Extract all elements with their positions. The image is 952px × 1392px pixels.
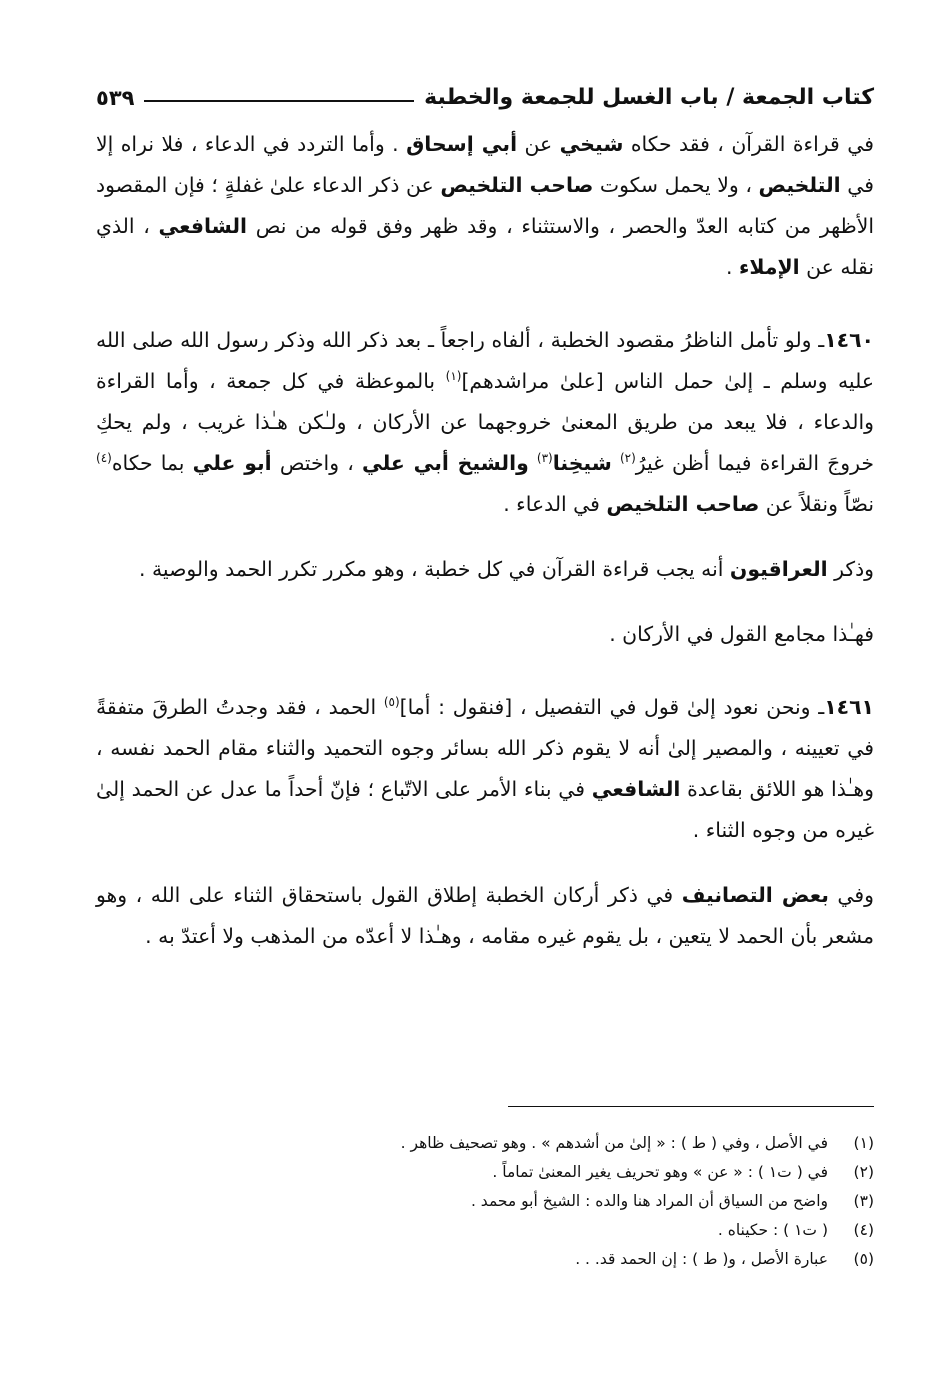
page bbox=[96, 70, 874, 957]
paragraph-iraqis bbox=[96, 549, 874, 590]
text-span: في قراءة القرآن ، فقد حكاه bbox=[623, 132, 875, 156]
page-number: ٥٣٩ bbox=[96, 86, 135, 110]
chapter-title: كتاب الجمعة / باب الغسل للجمعة والخطبة bbox=[424, 85, 874, 110]
footnote bbox=[200, 1215, 874, 1244]
footnote-number: (١) bbox=[853, 1133, 874, 1152]
footnote bbox=[200, 1186, 874, 1215]
paragraph-1461 bbox=[96, 687, 874, 851]
bold-name: صاحب التلخيص bbox=[606, 492, 760, 516]
bold-name: الإملاء bbox=[738, 255, 800, 279]
bold-name: شيخِنا bbox=[552, 451, 612, 475]
text-span: ـ ولو تأمل الناظرُ مقصود الخطبة ، ألفاه راجعاً ـ بعد ذكر الله وذكر رسول الله صلى الله عليه وسلم ـ إلىٰ حمل الناس [علىٰ مراشدهم] bbox=[96, 328, 874, 393]
bold-name: التلخيص bbox=[758, 173, 841, 197]
text-span: في بناء الأمر على الاتّباع ؛ فإنّ أحداً ما عدل عن الحمد إلىٰ غيره من وجوه الثناء . bbox=[96, 777, 874, 842]
footnote bbox=[200, 1157, 874, 1186]
bold-name: الشافعي bbox=[591, 777, 681, 801]
text-span: وذكر bbox=[827, 557, 874, 581]
footnote-text: في الأصل ، وفي ( ط ) : « إلىٰ من أشدهم » . وهو تصحيف ظاهر . bbox=[400, 1133, 828, 1152]
paragraph-summary bbox=[96, 614, 874, 655]
header-rule bbox=[144, 100, 414, 102]
paragraph-number: ١٤٦١ bbox=[824, 695, 874, 719]
text-span bbox=[529, 451, 537, 475]
bold-name: صاحب التلخيص bbox=[440, 173, 594, 197]
bold-name: بعض التصانيف bbox=[681, 883, 829, 907]
text-span: بما حكاه bbox=[111, 451, 193, 475]
bold-name: والشيخ أبي علي bbox=[361, 451, 529, 475]
text-span: ، واختص bbox=[271, 451, 362, 475]
running-header bbox=[96, 70, 874, 110]
footnote-number: (٣) bbox=[853, 1191, 874, 1210]
bold-name: أبو علي bbox=[192, 451, 272, 475]
text-span: ، الذي نقله عن bbox=[96, 214, 874, 279]
bold-name: العراقيون bbox=[729, 557, 828, 581]
text-span: . bbox=[725, 255, 739, 279]
paragraph-number: ١٤٦٠ bbox=[824, 328, 874, 352]
footnote-ref: (٢) bbox=[619, 451, 636, 466]
paragraph-tasanif bbox=[96, 875, 874, 957]
text-span: نصّاً ونقلاً عن bbox=[759, 492, 874, 516]
paragraph-1460 bbox=[96, 320, 874, 525]
footnote-ref: (٥) bbox=[383, 695, 400, 710]
bold-name: أبي إسحاق bbox=[406, 132, 518, 156]
bold-name: الشافعي bbox=[158, 214, 248, 238]
footnote-ref: (١) bbox=[445, 369, 462, 384]
text-span: ـ ونحن نعود إلىٰ قول في التفصيل ، [فنقول : أما] bbox=[399, 695, 825, 719]
paragraph-1 bbox=[96, 124, 874, 288]
text-span: أنه يجب قراءة القرآن في كل خطبة ، وهو مكرر تكرر الحمد والوصية . bbox=[139, 557, 730, 581]
footnote-ref: (٤) bbox=[96, 451, 112, 466]
footnote-text: في ( ت١ ) : « عن » وهو تحريف يغير المعنىٰ تماماً . bbox=[492, 1162, 828, 1181]
text-span: عن ذكر الدعاء علىٰ غفلةٍ ؛ فإن المقصود الأظهر من كتابه العدّ والحصر ، والاستثناء ، وقد ظهر وفق قوله من نص bbox=[96, 173, 874, 238]
footnote-ref: (٣) bbox=[536, 451, 553, 466]
footnote-number: (٥) bbox=[853, 1249, 874, 1268]
text-span: ، ولا يحمل سكوت bbox=[593, 173, 759, 197]
footnote-number: (٤) bbox=[853, 1220, 874, 1239]
footnote-separator bbox=[508, 1106, 874, 1107]
text-span: بالموعظة في كل جمعة ، وأما القراءة والدعاء ، فلا يبعد من طريق المعنىٰ خروجهما عن الأركان ، ولـٰكن هـٰذا غريب ، ولم يحكِ خروجَ القراءة فيما أظن غيرُ bbox=[96, 369, 875, 475]
text-span: . وأما التردد في الدعاء ، فلا نراه إلا في bbox=[96, 132, 874, 197]
text-span: وفي bbox=[828, 883, 874, 907]
text-span: الحمد ، فقد وجدتُ الطرقَ متفقةً في تعيينه ، والمصير إلىٰ أنه لا يقوم ذكر الله بسائر وجوه التحميد والثناء مقام الحمد نفسه ، وهـٰذا هو اللائق بقاعدة bbox=[96, 695, 874, 801]
footnotes bbox=[200, 1128, 874, 1273]
bold-name: شيخي bbox=[559, 132, 624, 156]
footnote-number: (٢) bbox=[853, 1162, 874, 1181]
footnote bbox=[200, 1128, 874, 1157]
footnote-text: ( ت١ ) : حكيناه . bbox=[717, 1220, 828, 1239]
text-span: في الدعاء . bbox=[503, 492, 607, 516]
footnote bbox=[200, 1244, 874, 1273]
text-span: في ذكر أركان الخطبة إطلاق القول باستحقاق الثناء على الله ، وهو مشعر بأن الحمد لا يتعين ، بل يقوم غيره مقامه ، وهـٰذا لا أعدّه من المذهب ولا أعتدّ به . bbox=[96, 883, 874, 948]
footnote-text: عبارة الأصل ، و( ط ) : إن الحمد قد. . . bbox=[575, 1249, 828, 1268]
text-span: عن bbox=[517, 132, 560, 156]
text-span: فهـٰذا مجامع القول في الأركان . bbox=[609, 622, 874, 646]
text-span bbox=[612, 451, 620, 475]
footnote-text: واضح من السياق أن المراد هنا والده : الشيخ أبو محمد . bbox=[470, 1191, 828, 1210]
